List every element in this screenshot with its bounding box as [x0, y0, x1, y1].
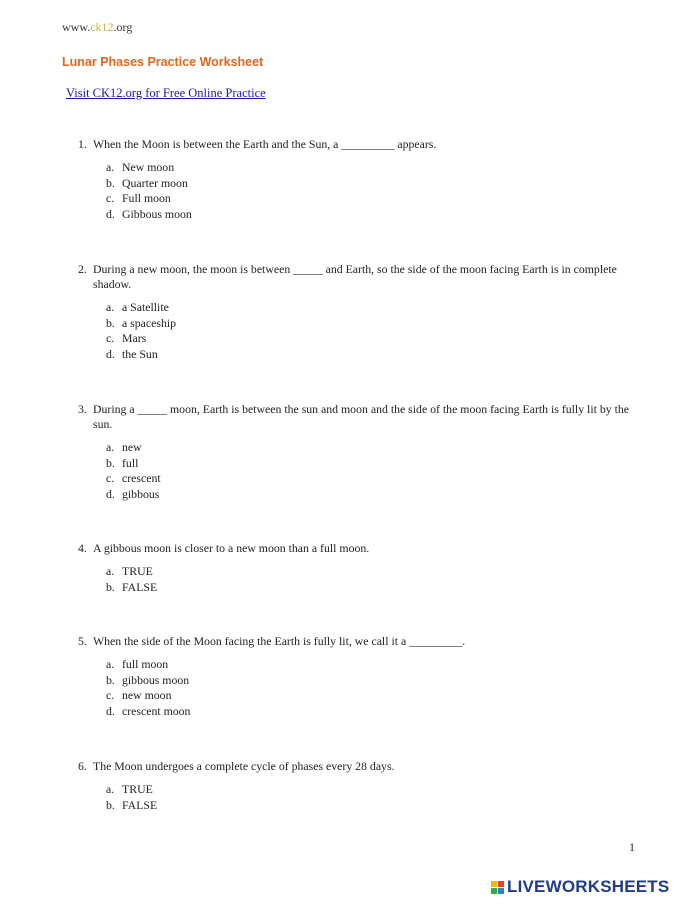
- question-text: The Moon undergoes a complete cycle of phases every 28 days.: [93, 759, 395, 773]
- option-text: gibbous moon: [122, 672, 190, 687]
- option-letter: b.: [106, 175, 115, 190]
- option-letter: a.: [106, 564, 115, 578]
- question-text: A gibbous moon is closer to a new moon than a full moon.: [93, 541, 370, 555]
- question-row: [78, 634, 643, 649]
- answer-option[interactable]: [106, 440, 643, 456]
- option-letter: c.: [106, 331, 115, 345]
- logo-square: [491, 888, 497, 894]
- option-letter: b.: [106, 315, 115, 330]
- question-text: When the Moon is between the Earth and the Sun, a _________ appears.: [93, 137, 437, 151]
- option-text: Mars: [122, 331, 147, 345]
- option-text: gibbous: [122, 486, 160, 501]
- answer-option[interactable]: [106, 207, 643, 223]
- question-number: 1.: [78, 137, 87, 151]
- answer-option[interactable]: [106, 580, 643, 596]
- question-number: 5.: [78, 634, 87, 648]
- visit-ck12-link[interactable]: Visit CK12.org for Free Online Practice: [66, 86, 266, 100]
- page-number: 1: [629, 840, 635, 854]
- answer-option[interactable]: [106, 347, 643, 363]
- option-text: new: [122, 440, 142, 454]
- option-text: TRUE: [122, 782, 153, 796]
- question-1: [78, 137, 643, 222]
- question-number: 3.: [78, 402, 87, 416]
- answer-options: [106, 657, 643, 719]
- option-letter: d.: [106, 206, 115, 221]
- answer-option[interactable]: [106, 300, 643, 316]
- answer-option[interactable]: [106, 673, 643, 689]
- question-4: [78, 541, 643, 595]
- answer-option[interactable]: [106, 564, 643, 580]
- liveworksheets-logo[interactable]: [491, 877, 669, 897]
- option-text: full moon: [122, 657, 169, 671]
- option-letter: c.: [106, 471, 115, 485]
- answer-option[interactable]: [106, 191, 643, 207]
- option-text: Full moon: [122, 191, 171, 205]
- answer-option[interactable]: [106, 798, 643, 814]
- option-letter: b.: [106, 579, 115, 594]
- answer-options: [106, 160, 643, 222]
- logo-square: [498, 881, 504, 887]
- question-text: When the side of the Moon facing the Earth is fully lit, we call it a _________.: [93, 634, 466, 648]
- option-letter: a.: [106, 657, 115, 671]
- option-text: crescent moon: [122, 703, 191, 718]
- answer-options: [106, 300, 643, 362]
- option-letter: b.: [106, 455, 115, 470]
- option-letter: c.: [106, 191, 115, 205]
- answer-option[interactable]: [106, 316, 643, 332]
- option-text: crescent: [122, 471, 161, 485]
- answer-option[interactable]: [106, 331, 643, 347]
- question-6: [78, 759, 643, 813]
- option-text: a Satellite: [122, 300, 169, 314]
- question-number: 4.: [78, 541, 87, 555]
- option-text: FALSE: [122, 797, 158, 812]
- option-letter: d.: [106, 486, 115, 501]
- option-text: Gibbous moon: [122, 206, 192, 221]
- answer-option[interactable]: [106, 487, 643, 503]
- question-row: [78, 402, 643, 432]
- option-text: full: [122, 455, 139, 470]
- option-text: TRUE: [122, 564, 153, 578]
- option-letter: a.: [106, 440, 115, 454]
- answer-option[interactable]: [106, 176, 643, 192]
- option-letter: a.: [106, 782, 115, 796]
- question-row: [78, 759, 643, 774]
- answer-option[interactable]: [106, 456, 643, 472]
- site-url-brand: ck12: [90, 20, 114, 34]
- answer-option[interactable]: [106, 471, 643, 487]
- answer-option[interactable]: [106, 657, 643, 673]
- question-text: During a new moon, the moon is between _____ and Earth, so the side of the moon facing Earth is in complete shadow.: [93, 262, 617, 291]
- question-5: [78, 634, 643, 719]
- worksheet-title: Lunar Phases Practice Worksheet: [62, 55, 264, 69]
- option-text: FALSE: [122, 579, 158, 594]
- option-letter: b.: [106, 672, 115, 687]
- question-2: [78, 262, 643, 362]
- question-number: 2.: [78, 262, 87, 276]
- option-text: a spaceship: [122, 315, 177, 330]
- question-text: During a _____ moon, Earth is between the sun and moon and the side of the moon facing Earth is fully lit by the sun.: [93, 402, 629, 431]
- answer-options: [106, 440, 643, 502]
- question-row: [78, 541, 643, 556]
- option-letter: a.: [106, 160, 115, 174]
- logo-square: [491, 881, 497, 887]
- option-text: New moon: [122, 160, 175, 174]
- answer-options: [106, 782, 643, 813]
- question-row: [78, 137, 643, 152]
- option-letter: d.: [106, 703, 115, 718]
- answer-option[interactable]: [106, 782, 643, 798]
- option-letter: d.: [106, 346, 115, 361]
- option-letter: a.: [106, 300, 115, 314]
- question-number: 6.: [78, 759, 87, 773]
- logo-square: [498, 888, 504, 894]
- question-3: [78, 402, 643, 502]
- site-url: www.ck12.org: [62, 20, 133, 34]
- option-letter: b.: [106, 797, 115, 812]
- option-text: the Sun: [122, 346, 158, 361]
- answer-option[interactable]: [106, 688, 643, 704]
- liveworksheets-grid-icon: [491, 881, 504, 894]
- answer-option[interactable]: [106, 160, 643, 176]
- option-text: Quarter moon: [122, 175, 188, 190]
- answer-options: [106, 564, 643, 595]
- question-row: [78, 262, 643, 292]
- answer-option[interactable]: [106, 704, 643, 720]
- option-letter: c.: [106, 688, 115, 702]
- option-text: new moon: [122, 688, 172, 702]
- logo-text: LIVEWORKSHEETS: [507, 877, 670, 896]
